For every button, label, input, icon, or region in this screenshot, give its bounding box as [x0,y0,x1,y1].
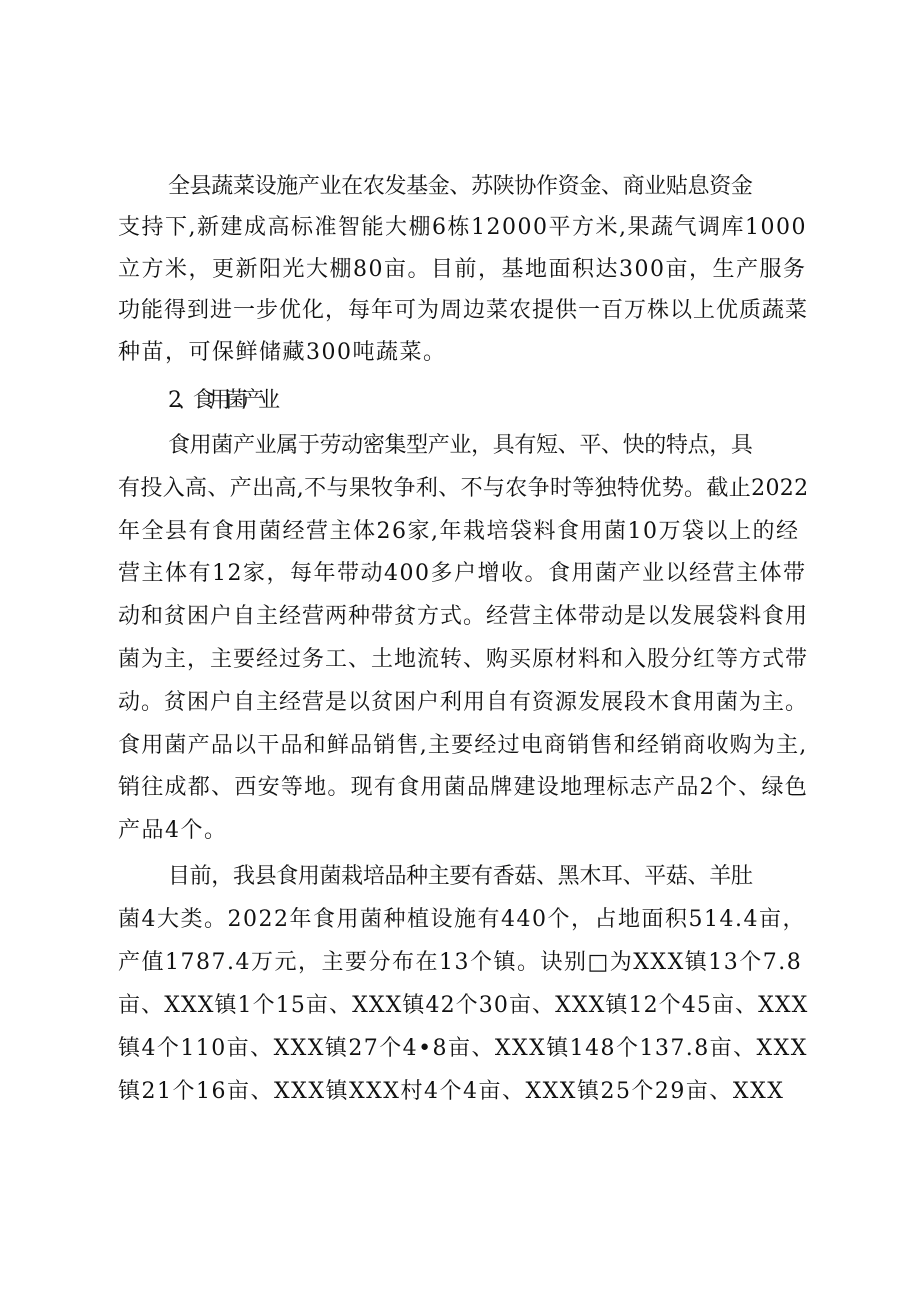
paragraph-line: 目前，我县食用菌栽培品种主要有香菇、黑木耳、平菇、羊肚 [168,864,753,889]
paragraph-line: 全县蔬菜设施产业在农发基金、苏陕协作资金、商业贴息资金 [168,174,753,199]
paragraph-line: 产品4个。 [118,818,228,843]
paragraph-line: 支持下,新建成高标准智能大棚6栋12000平方米,果蔬气调库1000 [118,215,807,240]
paragraph-line: 功能得到进一步优化，每年可为周边菜农提供一百万株以上优质蔬菜 [118,298,809,323]
paragraph-line: 菌为主，主要经过务工、土地流转、购买原材料和入股分红等方式带 [118,647,809,672]
paragraph-line: 销往成都、西安等地。现有食用菌品牌建设地理标志产品2个、绿色 [118,775,808,800]
paragraph-line: 有投入高、产出高,不与果牧争利、不与农争时等独特优势。截止2022 [118,476,809,501]
paragraph-line: 立方米，更新阳光大棚80亩。目前，基地面积达300亩，生产服务 [118,257,807,282]
paragraph-line: 年全县有食用菌经营主体26家,年栽培袋料食用菌10万袋以上的经 [118,519,800,544]
paragraph-line: 亩、XXX镇1个15亩、XXX镇42个30亩、XXX镇12个45亩、XXX [118,993,809,1018]
paragraph-line: 动和贫困户自主经营两种带贫方式。经营主体带动是以发展袋料食用 [118,604,809,629]
section-heading: 2、食用菌产业 [168,388,275,413]
paragraph-line: 镇21个16亩、XXX镇XXX村4个4亩、XXX镇25个29亩、XXX [118,1079,785,1104]
paragraph-line: 营主体有12家，每年带动400多户增收。食用菌产业以经营主体带 [118,561,807,586]
paragraph-line: 食用菌产品以干品和鲜品销售,主要经过电商销售和经销商收购为主, [118,733,808,758]
paragraph-line: 食用菌产业属于劳动密集型产业，具有短、平、快的特点，具 [168,433,753,458]
paragraph-line: 菌4大类。2022年食用菌种植设施有440个，占地面积514.4亩， [118,907,806,932]
paragraph-line: 镇4个110亩、XXX镇27个4•8亩、XXX镇148个137.8亩、XXX [118,1036,808,1061]
paragraph-line: 产值1787.4万元，主要分布在13个镇。诀别□为XXX镇13个7.8 [118,950,803,975]
paragraph-line: 动。贫困户自主经营是以贫困户利用自有资源发展段木食用菌为主。 [118,690,809,715]
paragraph-line: 种苗，可保鲜储藏300吨蔬菜。 [118,340,447,365]
